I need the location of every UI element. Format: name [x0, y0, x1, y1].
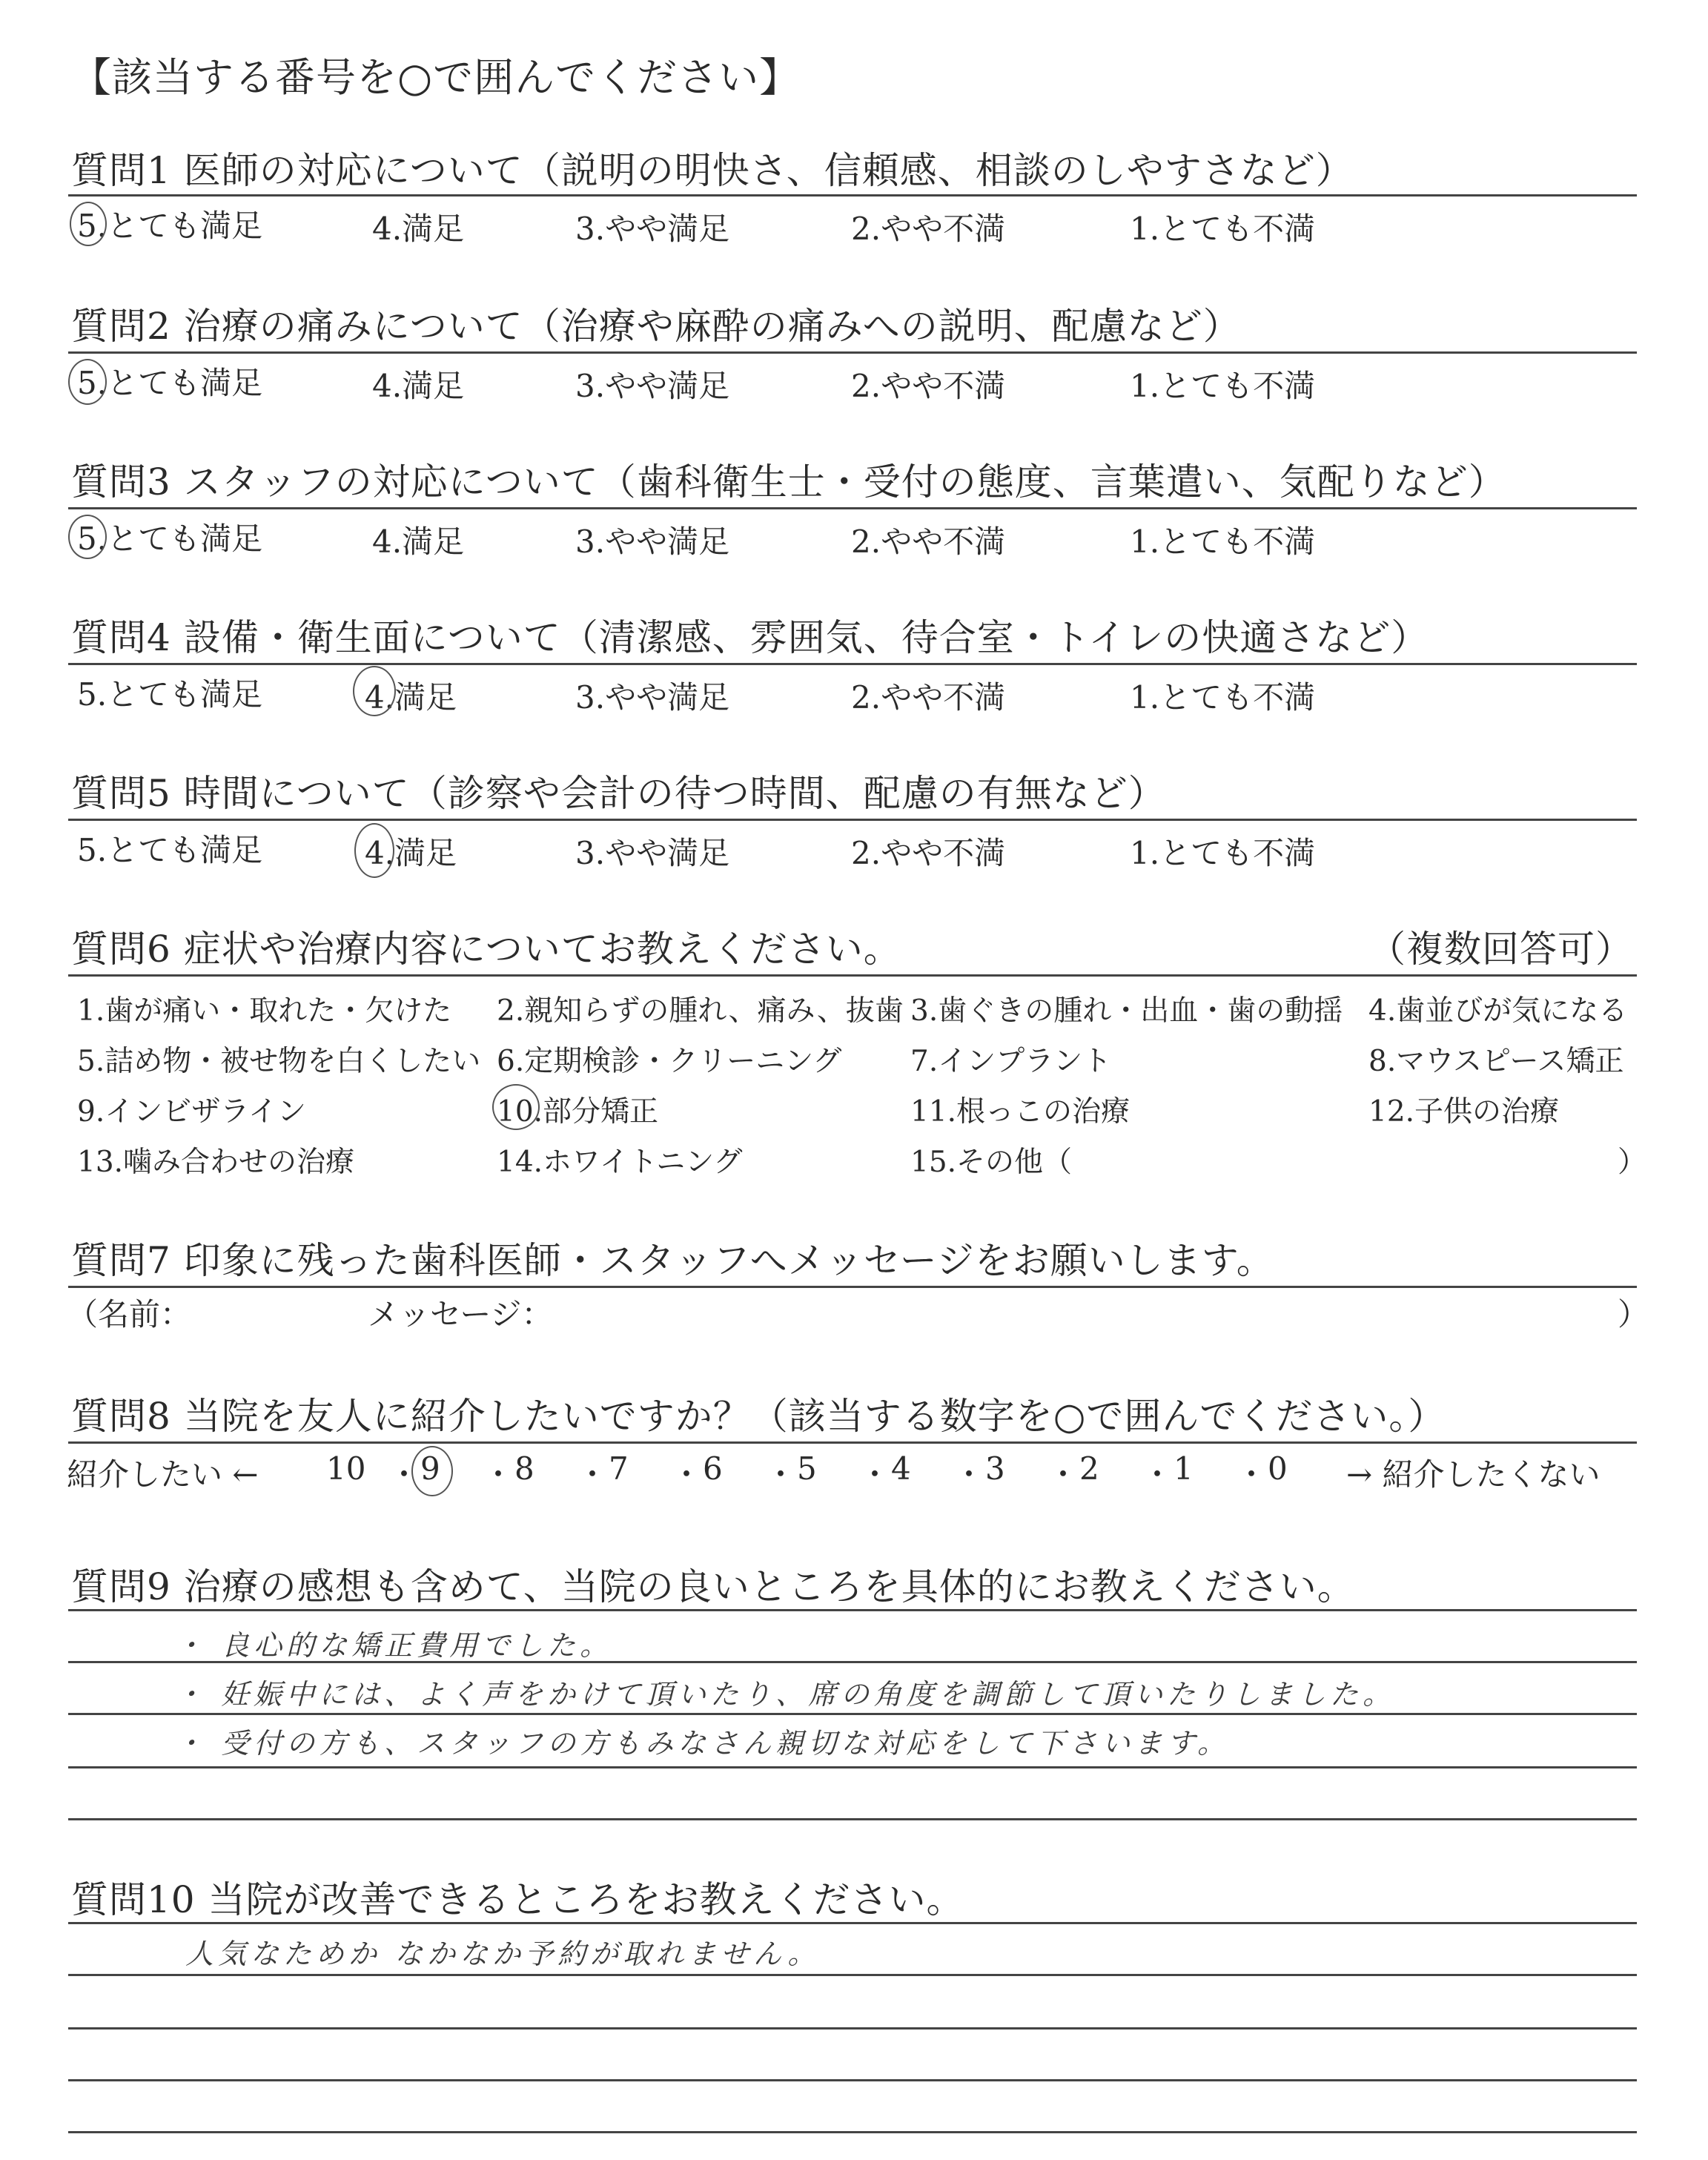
q6-item-15-close: ）	[1618, 1146, 1647, 1179]
q8-scale-separator: ・	[765, 1456, 797, 1493]
q5-selection-circle	[354, 823, 394, 878]
q2-option-4[interactable]: 4.満足	[372, 368, 465, 404]
q8-scale-10[interactable]: 10	[326, 1450, 366, 1487]
q1-title: 質問1 医師の対応について（説明の明快さ、信頼感、相談のしやすさなど）	[71, 149, 1354, 192]
q3-option-5[interactable]: 5.とても満足	[77, 521, 263, 557]
q8-scale-6[interactable]: 6	[703, 1450, 723, 1487]
q2-rule	[68, 351, 1637, 354]
q10-rule-5	[68, 2131, 1637, 2133]
q8-scale-separator: ・	[483, 1456, 514, 1493]
q9-rule-4	[68, 1766, 1637, 1768]
q4-selection-circle	[353, 666, 396, 716]
q5-option-2[interactable]: 2.やや不満	[851, 835, 1006, 871]
q5-rule	[68, 819, 1637, 821]
q3-rule	[68, 507, 1637, 509]
q6-item-6[interactable]: 6.定期検診・クリーニング	[497, 1045, 842, 1078]
q1-option-4[interactable]: 4.満足	[372, 211, 465, 247]
q6-item-14[interactable]: 14.ホワイトニング	[497, 1146, 743, 1179]
q8-scale-separator: ・	[859, 1456, 891, 1493]
q3-option-3[interactable]: 3.やや満足	[575, 524, 730, 560]
q1-option-3[interactable]: 3.やや満足	[575, 211, 730, 247]
q10-rule-3	[68, 2027, 1637, 2029]
q8-scale-separator: ・	[671, 1456, 703, 1493]
form-header: 【該当する番号を○で囲んでください】	[71, 54, 801, 101]
q5-title: 質問5 時間について（診察や会計の待つ時間、配慮の有無など）	[71, 772, 1166, 815]
q8-scale-4[interactable]: 4	[891, 1450, 911, 1487]
q4-option-2[interactable]: 2.やや不満	[851, 679, 1006, 716]
q8-scale-0[interactable]: 0	[1268, 1450, 1288, 1487]
q3-title: 質問3 スタッフの対応について（歯科衛生士・受付の態度、言葉遣い、気配りなど）	[71, 460, 1506, 503]
q8-scale-separator: ・	[1236, 1456, 1268, 1493]
q6-item-10[interactable]: 10.部分矯正	[497, 1095, 659, 1129]
q5-option-1[interactable]: 1.とても不満	[1130, 835, 1316, 871]
q9-answer-2: ・ 妊娠中には、よく声をかけて頂いたり、席の角度を調節して頂いたりしました。	[175, 1678, 1396, 1711]
q7-close-paren: ）	[1618, 1296, 1649, 1332]
q6-item-11[interactable]: 11.根っこの治療	[910, 1095, 1131, 1129]
q4-option-1[interactable]: 1.とても不満	[1130, 679, 1316, 716]
q8-title: 質問8 当院を友人に紹介したいですか？（該当する数字を○で囲んでください。）	[71, 1395, 1446, 1438]
q8-rule	[68, 1441, 1637, 1444]
q1-rule	[68, 194, 1637, 196]
q6-item-2[interactable]: 2.親知らずの腫れ、痛み、抜歯	[497, 994, 904, 1028]
q5-option-4[interactable]: 4.満足	[365, 835, 457, 871]
q9-rule-5	[68, 1818, 1637, 1820]
q8-scale-separator: ・	[953, 1456, 985, 1493]
q8-left-label: 紹介したい ←	[67, 1456, 259, 1493]
q9-answer-3: ・ 受付の方も、スタッフの方もみなさん親切な対応をして下さいます。	[175, 1727, 1231, 1760]
q7-title: 質問7 印象に残った歯科医師・スタッフへメッセージをお願いします。	[71, 1239, 1274, 1282]
q3-selection-circle	[68, 515, 107, 559]
q8-scale-3[interactable]: 3	[985, 1450, 1005, 1487]
q8-scale-1[interactable]: 1	[1174, 1450, 1194, 1487]
q6-item-7[interactable]: 7.インプラント	[910, 1045, 1112, 1078]
q8-scale-separator: ・	[577, 1456, 609, 1493]
q8-right-label: → 紹介したくない	[1346, 1456, 1601, 1493]
q8-scale-separator: ・	[1142, 1456, 1174, 1493]
q1-option-2[interactable]: 2.やや不満	[851, 211, 1006, 247]
q2-selection-circle	[68, 359, 107, 405]
q3-option-2[interactable]: 2.やや不満	[851, 524, 1006, 560]
q4-title: 質問4 設備・衛生面について（清潔感、雰囲気、待合室・トイレの快適さなど）	[71, 616, 1429, 659]
q10-rule-1	[68, 1922, 1637, 1924]
q6-note: （複数回答可）	[1368, 928, 1633, 971]
q9-title: 質問9 治療の感想も含めて、当院の良いところを具体的にお教えください。	[71, 1565, 1355, 1608]
q9-rule-3	[68, 1713, 1637, 1715]
q6-item-12[interactable]: 12.子供の治療	[1368, 1095, 1560, 1129]
q6-title: 質問6 症状や治療内容についてお教えください。	[71, 928, 901, 971]
q9-rule-1	[68, 1609, 1637, 1611]
q7-rule	[68, 1286, 1637, 1288]
q2-option-5[interactable]: 5.とても満足	[77, 365, 263, 401]
q2-option-3[interactable]: 3.やや満足	[575, 368, 730, 404]
q7-name-label: （名前：	[67, 1296, 192, 1332]
q6-item-8[interactable]: 8.マウスピース矯正	[1368, 1045, 1624, 1078]
q8-scale-separator: ・	[388, 1456, 420, 1493]
q7-message-label: メッセージ：	[368, 1296, 553, 1332]
q8-scale-separator: ・	[1047, 1456, 1079, 1493]
q6-rule	[68, 974, 1637, 977]
q4-option-5[interactable]: 5.とても満足	[77, 676, 263, 713]
q1-option-5[interactable]: 5.とても満足	[77, 208, 263, 244]
q10-rule-4	[68, 2079, 1637, 2081]
q3-option-4[interactable]: 4.満足	[372, 524, 465, 560]
q9-answer-1: ・ 良心的な矯正費用でした。	[175, 1629, 613, 1662]
q8-scale-9[interactable]: 9	[420, 1450, 440, 1487]
q6-item-4[interactable]: 4.歯並びが気になる	[1368, 994, 1628, 1028]
q1-option-1[interactable]: 1.とても不満	[1130, 211, 1316, 247]
q8-scale-5[interactable]: 5	[797, 1450, 817, 1487]
q6-item-9[interactable]: 9.インビザライン	[77, 1095, 307, 1129]
q6-item-3[interactable]: 3.歯ぐきの腫れ・出血・歯の動揺	[910, 994, 1343, 1028]
q4-option-3[interactable]: 3.やや満足	[575, 679, 730, 716]
q6-item-5[interactable]: 5.詰め物・被せ物を白くしたい	[77, 1045, 481, 1078]
q6-item-1[interactable]: 1.歯が痛い・取れた・欠けた	[77, 994, 452, 1028]
q2-option-1[interactable]: 1.とても不満	[1130, 368, 1316, 404]
q5-option-3[interactable]: 3.やや満足	[575, 835, 730, 871]
q8-scale-7[interactable]: 7	[609, 1450, 629, 1487]
q6-selection-circle	[492, 1084, 540, 1130]
q10-answer-1: 人気なためか なかなか予約が取れません。	[185, 1938, 821, 1970]
q8-scale-2[interactable]: 2	[1079, 1450, 1099, 1487]
q2-title: 質問2 治療の痛みについて（治療や麻酔の痛みへの説明、配慮など）	[71, 305, 1241, 348]
q10-rule-2	[68, 1974, 1637, 1976]
q5-option-5[interactable]: 5.とても満足	[77, 832, 263, 868]
q8-selection-circle	[411, 1446, 453, 1496]
q1-selection-circle	[70, 202, 107, 246]
q8-scale-8[interactable]: 8	[514, 1450, 534, 1487]
q4-rule	[68, 663, 1637, 665]
q4-option-4[interactable]: 4.満足	[365, 679, 457, 716]
q6-item-15[interactable]: 15.その他（	[910, 1146, 1073, 1179]
q3-option-1[interactable]: 1.とても不満	[1130, 524, 1316, 560]
q6-item-13[interactable]: 13.噛み合わせの治療	[77, 1146, 355, 1179]
q2-option-2[interactable]: 2.やや不満	[851, 368, 1006, 404]
q10-title: 質問10 当院が改善できるところをお教えください。	[71, 1878, 964, 1921]
